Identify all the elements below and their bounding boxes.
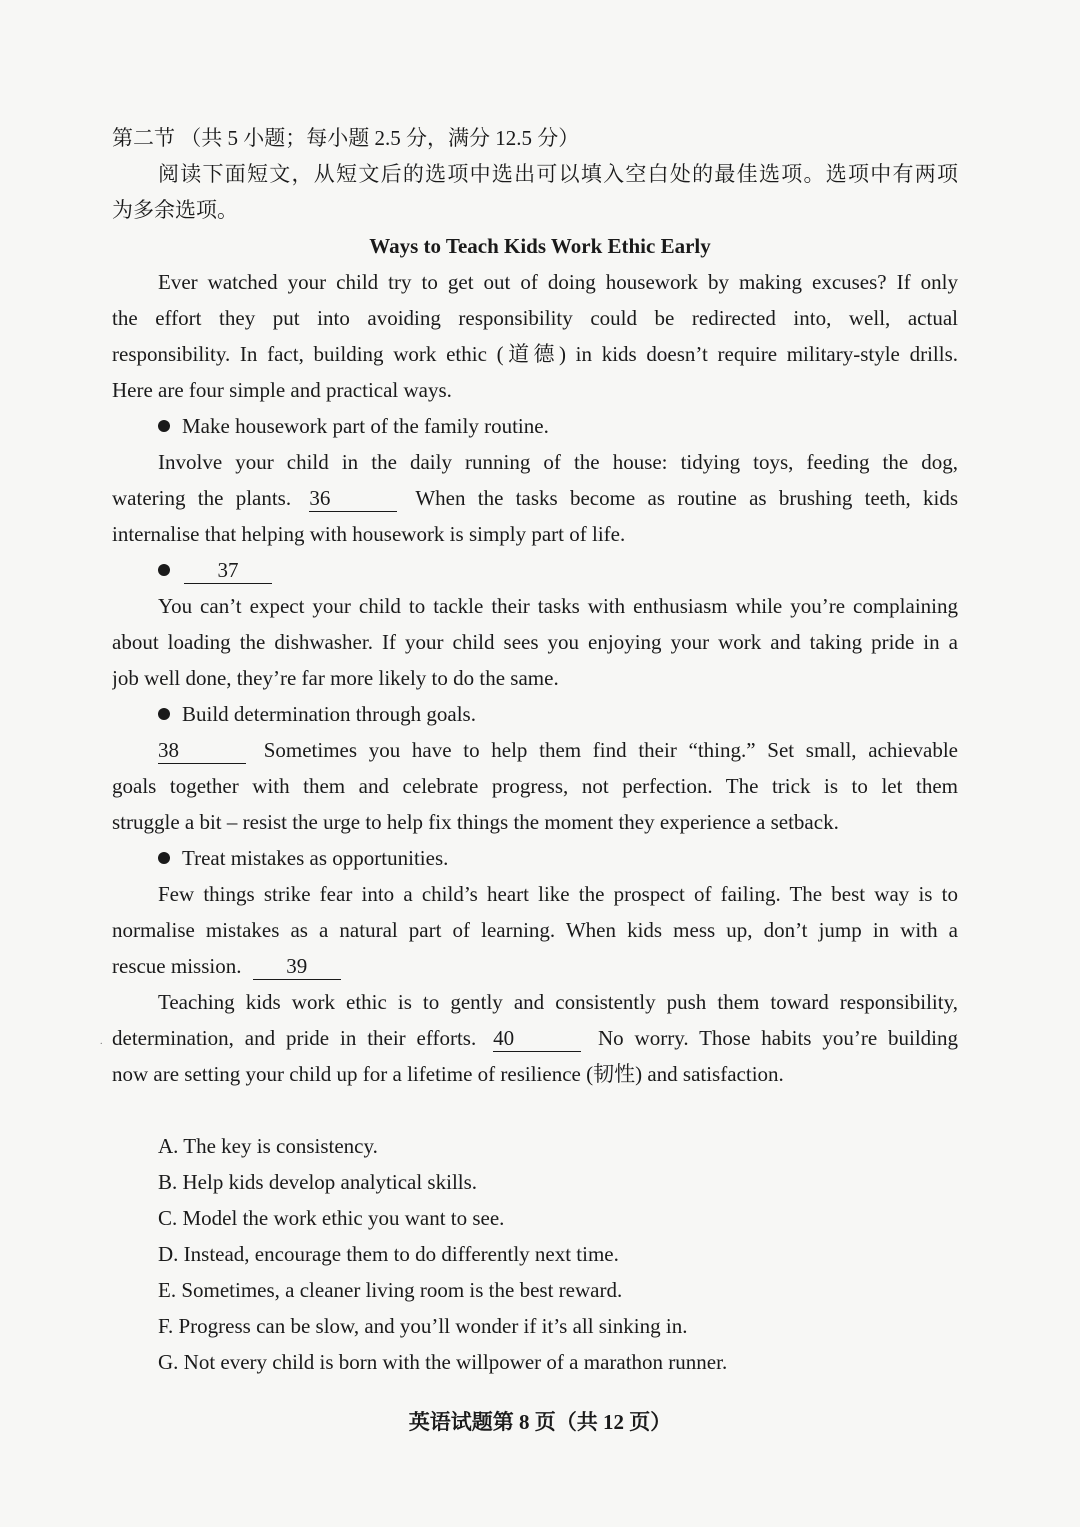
option-f[interactable]: F. Progress can be slow, and you’ll wonder if it’s all sinking in. (158, 1314, 688, 1338)
bullet-heading-3: Build determination through goals. (158, 696, 1004, 732)
bullet-icon (158, 420, 170, 432)
para1-line-3: internalise that helping with housework is simply part of life. (112, 522, 626, 546)
para3-line-1: 38 Sometimes you have to help them find their “thing.” Set small, achievable (158, 738, 958, 762)
para3-line-3: struggle a bit – resist the urge to help fix things the moment they experience a setback. (112, 810, 839, 834)
blank-40[interactable]: 40 (493, 1025, 581, 1052)
bullet-icon (158, 708, 170, 720)
instructions-line-1: 阅读下面短文，从短文后的选项中选出可以填入空白处的最佳选项。选项中有两项 (158, 162, 958, 186)
bullet-heading-1: Make housework part of the family routine. (158, 408, 1004, 444)
intro-line-1: Ever watched your child try to get out of doing housework by making excuses? If only (158, 270, 958, 294)
para2-line-1: You can’t expect your child to tackle their tasks with enthusiasm while you’re complaining (158, 594, 958, 618)
blank-36[interactable]: 36 (309, 485, 397, 512)
blank-39[interactable]: 39 (253, 953, 341, 980)
para4-line-1: Few things strike fear into a child’s heart like the prospect of failing. The best way is to (158, 882, 958, 906)
instructions-line-2: 为多余选项。 (112, 198, 238, 222)
bullet-heading-2 (158, 552, 1004, 588)
option-g[interactable]: G. Not every child is born with the willpower of a marathon runner. (158, 1350, 728, 1374)
intro-line-3: responsibility. In fact, building work ethic (道德) in kids doesn’t require military-style drills. (112, 342, 958, 366)
option-c[interactable]: C. Model the work ethic you want to see. (158, 1206, 505, 1230)
option-d[interactable]: D. Instead, encourage them to do differently next time. (158, 1242, 619, 1266)
intro-line-2: the effort they put into avoiding responsibility could be redirected into, well, actual (112, 306, 958, 330)
scan-mark: . (100, 1036, 103, 1047)
option-b[interactable]: B. Help kids develop analytical skills. (158, 1170, 478, 1194)
bullet-heading-4: Treat mistakes as opportunities. (158, 840, 1004, 876)
page-footer: 英语试题第 8 页（共 12 页） (408, 1410, 672, 1434)
para4-line-3: rescue mission. 39 (112, 948, 958, 984)
section-header: 第二节 （共 5 小题；每小题 2.5 分，满分 12.5 分） (112, 126, 580, 150)
para5-line-1: Teaching kids work ethic is to gently and consistently push them toward responsibility, (158, 990, 958, 1014)
para5-line-2: determination, and pride in their efforts. 40 No worry. Those habits you’re building (112, 1026, 958, 1050)
blank-37[interactable]: 37 (184, 557, 272, 584)
option-e[interactable]: E. Sometimes, a cleaner living room is the best reward. (158, 1278, 623, 1302)
intro-line-4: Here are four simple and practical ways. (112, 378, 452, 402)
para1-line-1: Involve your child in the daily running of the house: tidying toys, feeding the dog, (158, 450, 958, 474)
para2-line-2: about loading the dishwasher. If your child sees you enjoying your work and taking pride in a (112, 630, 958, 654)
para3-line-2: goals together with them and celebrate progress, not perfection. The trick is to let them (112, 774, 958, 798)
blank-38[interactable]: 38 (158, 737, 246, 764)
para1-line-2: watering the plants. 36 When the tasks become as routine as brushing teeth, kids (112, 486, 958, 510)
passage-title: Ways to Teach Kids Work Ethic Early (369, 234, 711, 258)
para5-line-3: now are setting your child up for a lifetime of resilience (韧性) and satisfaction. (112, 1062, 784, 1086)
bullet-icon (158, 564, 170, 576)
option-a[interactable]: A. The key is consistency. (158, 1134, 378, 1158)
para2-line-3: job well done, they’re far more likely to do the same. (112, 666, 559, 690)
bullet-icon (158, 852, 170, 864)
para4-line-2: normalise mistakes as a natural part of learning. When kids mess up, don’t jump in with a (112, 918, 958, 942)
